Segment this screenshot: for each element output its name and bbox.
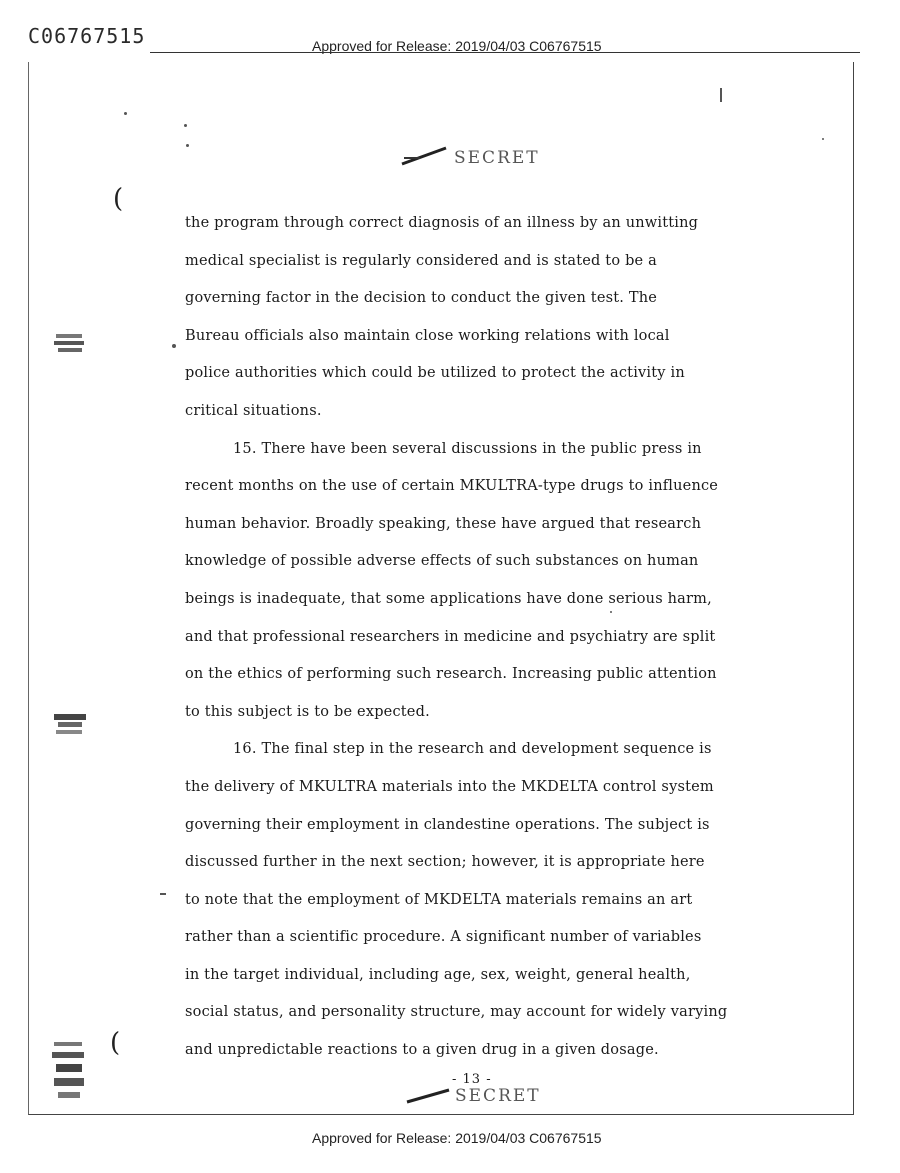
text-line: social status, and personality structure, may account for widely varying	[185, 1004, 728, 1021]
left-paren-top: (	[113, 184, 124, 214]
text-line: Bureau officials also maintain close working relations with local	[185, 327, 670, 344]
classification-footer	[405, 1086, 541, 1106]
left-paren-bottom: (	[110, 1028, 121, 1058]
speck	[160, 893, 166, 895]
text-line: medical specialist is regularly considered and is stated to be a	[185, 252, 657, 269]
text-line: to note that the employment of MKDELTA materials remains an art	[185, 891, 693, 908]
text-line: discussed further in the next section; however, it is appropriate here	[185, 854, 705, 871]
top-rule	[150, 52, 860, 53]
text-line: knowledge of possible adverse effects of such substances on human	[185, 553, 699, 570]
text-line: beings is inadequate, that some applications have done serious harm,	[185, 590, 712, 607]
text-line: governing their employment in clandestine operations. The subject is	[185, 816, 710, 833]
text-line: on the ethics of performing such research. Increasing public attention	[185, 666, 717, 683]
classification-footer-label: SECRET	[455, 1086, 541, 1106]
speck	[822, 138, 824, 140]
body-text	[185, 205, 795, 1070]
text-line: the delivery of MKULTRA materials into the MKDELTA control system	[185, 778, 714, 795]
text-line: 16. The final step in the research and development sequence is	[233, 741, 712, 758]
text-line: the program through correct diagnosis of an illness by an unwitting	[185, 215, 699, 231]
text-line: in the target individual, including age, sex, weight, general health,	[185, 966, 691, 983]
document-id: C06767515	[28, 24, 146, 48]
text-line: critical situations.	[185, 402, 322, 419]
strikethrough-mark	[400, 144, 450, 168]
text-line: human behavior. Broadly speaking, these have argued that research	[185, 515, 702, 532]
approval-stamp-bottom: Approved for Release: 2019/04/03 C06767515	[312, 1130, 602, 1146]
speck	[172, 344, 176, 348]
strikethrough-mark	[405, 1084, 453, 1108]
margin-smudge-2	[52, 712, 88, 740]
text-line: police authorities which could be utilized to protect the activity in	[185, 365, 685, 382]
speck	[186, 144, 189, 147]
margin-smudge-3	[50, 1038, 88, 1108]
speck	[720, 88, 722, 102]
speck	[184, 124, 187, 127]
speck	[124, 112, 127, 115]
page-number: - 13 -	[452, 1072, 492, 1087]
text-line: governing factor in the decision to conduct the given test. The	[185, 290, 658, 307]
classification-header-label: SECRET	[454, 148, 540, 168]
text-line: and that professional researchers in medicine and psychiatry are split	[185, 628, 716, 645]
text-line: rather than a scientific procedure. A significant number of variables	[185, 929, 702, 946]
text-line: recent months on the use of certain MKULTRA-type drugs to influence	[185, 478, 719, 495]
approval-stamp-top: Approved for Release: 2019/04/03 C06767515	[312, 38, 602, 54]
text-line: to this subject is to be expected.	[185, 703, 430, 720]
text-line: 15. There have been several discussions in the public press in	[233, 440, 702, 457]
text-line: and unpredictable reactions to a given drug in a given dosage.	[185, 1042, 659, 1059]
margin-smudge-1	[52, 330, 88, 360]
classification-header	[400, 148, 540, 168]
